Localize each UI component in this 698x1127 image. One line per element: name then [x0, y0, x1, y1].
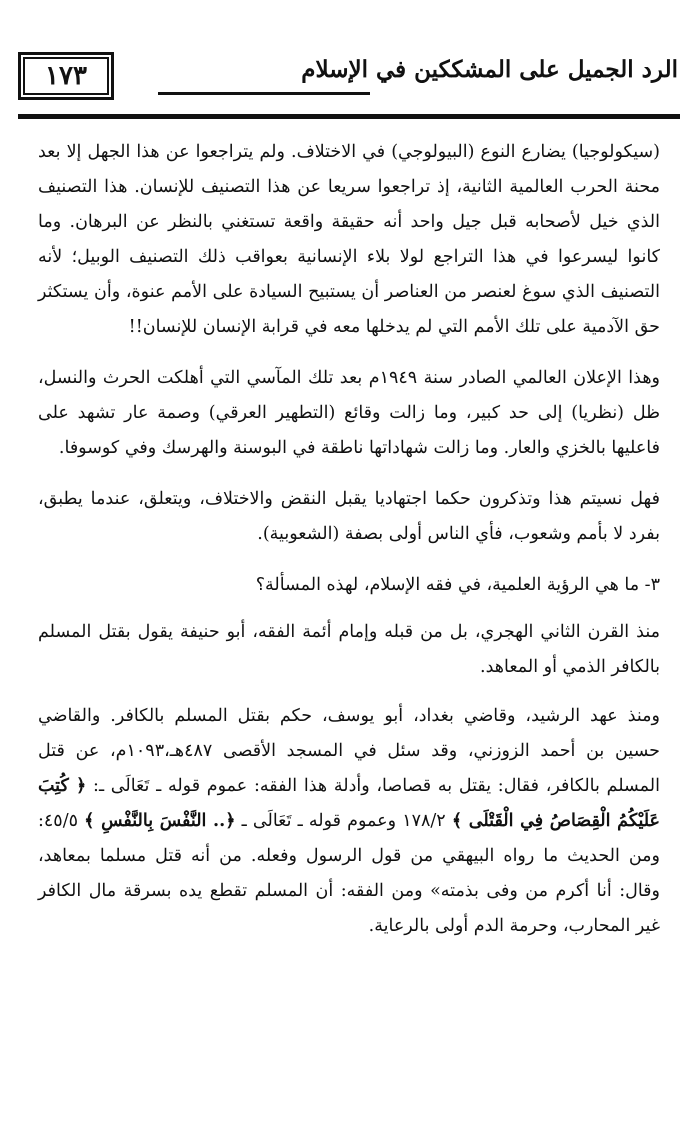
header-divider [158, 92, 370, 95]
section-heading: ٣- ما هي الرؤية العلمية، في فقه الإسلام، لهذه المسألة؟ [255, 575, 660, 595]
header-bottom-rule [18, 114, 680, 119]
verse-ref-1: ١٧٨/٢ [402, 811, 446, 831]
paragraph-classification: (سيكولوجيا) يضارع النوع (البيولوجي) في الاختلاف. ولم يتراجعوا عن هذا الجهل إلا بعد محنة الحرب العالمية الثانية، إذ تراجعوا سريعا عن هذا التصنيف للإنسان. هذا التصنيف الذي خيل لأصحابه قبل جيل واحد أنه حقيقة واقعة تستغني بالنظر عن البرهان. وما كانوا ليسرعوا في هذا التراجع لولا بلاء الإنسانية بعواقب ذلك التصنيف الوبيل؛ لأنه التصنيف الذي سوغ لعنصر من العناصر أن يستبيح السيادة على الأمم عنوة، وأن يستكثر حق الآدمية على تلك الأمم التي لم يدخلها معه في قرابة الإنسان للإنسان!! [38, 142, 660, 337]
running-title: الرد الجميل على المشككين في الإسلام [301, 56, 678, 83]
paragraph-question: فهل نسيتم هذا وتذكرون حكما اجتهاديا يقبل النقض والاختلاف، ويتعلق، عندما يطبق، بفرد لا بأمم وشعوب، فأي الناس أولى بصفة (الشعوبية). [38, 489, 660, 544]
evidence-middle: وعموم قوله ـ تَعَالَى ـ [241, 811, 397, 831]
page-header [18, 52, 680, 122]
quran-verse-2: ﴿.. النَّفْسَ بِالنَّفْسِ ﴾ [84, 811, 236, 831]
paragraph-hanafi: منذ القرن الثاني الهجري، بل من قبله وإمام أئمة الفقه، أبو حنيفة يقول بقتل المسلم بالكافر الذمي أو المعاهد. [38, 622, 660, 677]
quran-verse-1: ﴿ كُتِبَ عَلَيْكُمُ الْقِصَاصُ فِي الْقَتْلَى ﴾ [38, 776, 660, 831]
paragraph-evidence [38, 699, 660, 944]
verse-ref-2: ٤٥/٥ [43, 811, 79, 831]
page-body [38, 135, 660, 960]
paragraph-declaration: وهذا الإعلان العالمي الصادر سنة ١٩٤٩م بعد تلك المآسي التي أهلكت الحرث والنسل، ظل (نظريا) إلى حد كبير، وما زالت وقائع (التطهير العرقي) وصمة عار تشهد على فاعليها بالخزي والعار. وما زالت شهاداتها ناطقة في البوسنة والهرسك وفي كوسوفا. [38, 368, 660, 458]
evidence-conclusion: : ومن الحديث ما رواه البيهقي من قول الرسول وفعله. من أنه قتل مسلما بمعاهد، وقال: أنا أكرم من وفى بذمته» ومن الفقه: أن المسلم تقطع يده بسرقة مال الكافر غير المحارب، وحرمة الدم أولى بالرعاية. [38, 811, 660, 936]
page-number: ١٧٣ [45, 61, 87, 91]
page-number-box [18, 52, 114, 100]
evidence-intro: ومنذ عهد الرشيد، وقاضي بغداد، أبو يوسف، حكم بقتل المسلم بالكافر. والقاضي حسين بن أحمد الزوزني، وقد سئل في المسجد الأقصى ٤٨٧هـ،١٠٩٣م، عن قتل المسلم بالكافر، فقال: يقتل به قصاصا، وأدلة هذا الفقه: عموم قوله ـ تَعَالَى ـ: [38, 706, 660, 796]
